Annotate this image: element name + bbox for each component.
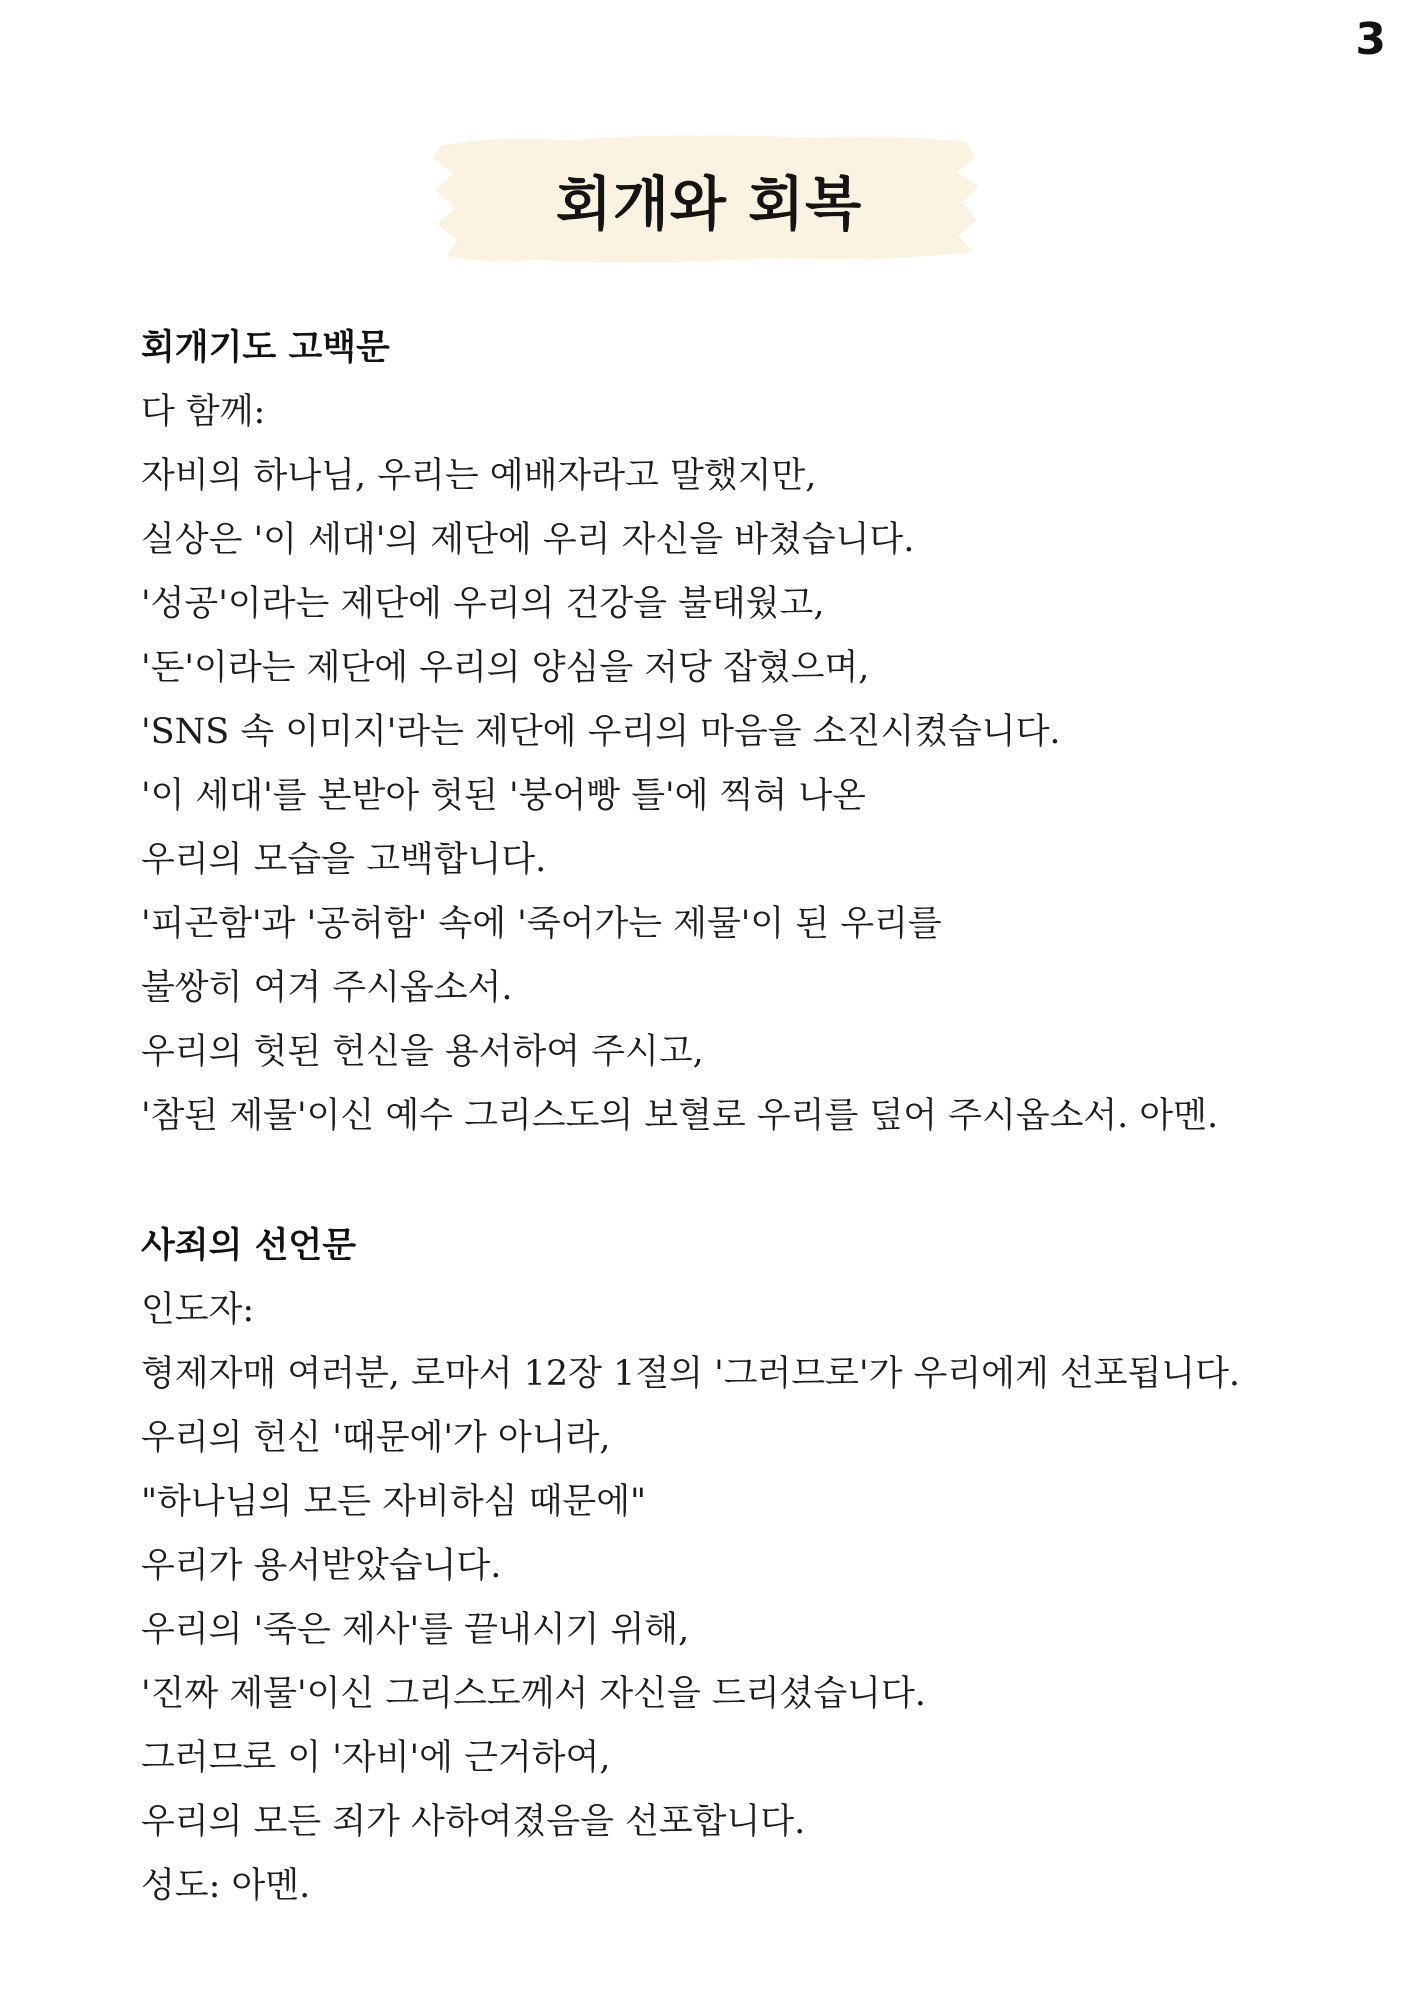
- text-line: 인도자:: [141, 1290, 255, 1330]
- section-absolution: [141, 1214, 1341, 1918]
- text-line: 성도: 아멘.: [141, 1866, 311, 1906]
- text-line: '돈'이라는 제단에 우리의 양심을 저당 잡혔으며,: [141, 648, 870, 688]
- text-line: 우리의 모든 죄가 사하여졌음을 선포합니다.: [141, 1802, 806, 1842]
- text-line: '이 세대'를 본받아 헛된 '붕어빵 틀'에 찍혀 나온: [141, 776, 866, 816]
- text-line: 다 함께:: [141, 392, 266, 432]
- page-title: 회개와 회복: [555, 170, 863, 238]
- text-line: 우리의 헛된 헌신을 용서하여 주시고,: [141, 1032, 704, 1072]
- text-line: 우리의 '죽은 제사'를 끝내시기 위해,: [141, 1610, 690, 1650]
- text-line: 우리의 헌신 '때문에'가 아니라,: [141, 1418, 611, 1458]
- text-line: 그러므로 이 '자비'에 근거하여,: [141, 1738, 611, 1778]
- page-number: 3: [1355, 14, 1386, 65]
- text-line: 우리가 용서받았습니다.: [141, 1546, 502, 1586]
- text-line: 'SNS 속 이미지'라는 제단에 우리의 마음을 소진시켰습니다.: [141, 712, 1061, 752]
- text-line: '성공'이라는 제단에 우리의 건강을 불태웠고,: [141, 584, 825, 624]
- section-confession-prayer: [141, 316, 1341, 1148]
- section-heading: 회개기도 고백문: [141, 328, 390, 368]
- text-line: 자비의 하나님, 우리는 예배자라고 말했지만,: [141, 456, 817, 496]
- text-line: 우리의 모습을 고백합니다.: [141, 840, 547, 880]
- text-line: '피곤함'과 '공허함' 속에 '죽어가는 제물'이 된 우리를: [141, 904, 942, 944]
- title-banner: [427, 128, 987, 270]
- section-divider: [141, 1148, 1341, 1214]
- text-line: 형제자매 여러분, 로마서 12장 1절의 '그러므로'가 우리에게 선포됩니다.: [141, 1354, 1241, 1394]
- text-line: "하나님의 모든 자비하심 때문에": [141, 1482, 647, 1522]
- document-body: [141, 316, 1341, 1918]
- text-line: '진짜 제물'이신 그리스도께서 자신을 드리셨습니다.: [141, 1674, 926, 1714]
- text-line: '참된 제물'이신 예수 그리스도의 보혈로 우리를 덮어 주시옵소서. 아멘.: [141, 1096, 1219, 1136]
- section-heading: 사죄의 선언문: [141, 1226, 357, 1266]
- text-line: 불쌍히 여겨 주시옵소서.: [141, 968, 513, 1008]
- text-line: 실상은 '이 세대'의 제단에 우리 자신을 바쳤습니다.: [141, 520, 915, 560]
